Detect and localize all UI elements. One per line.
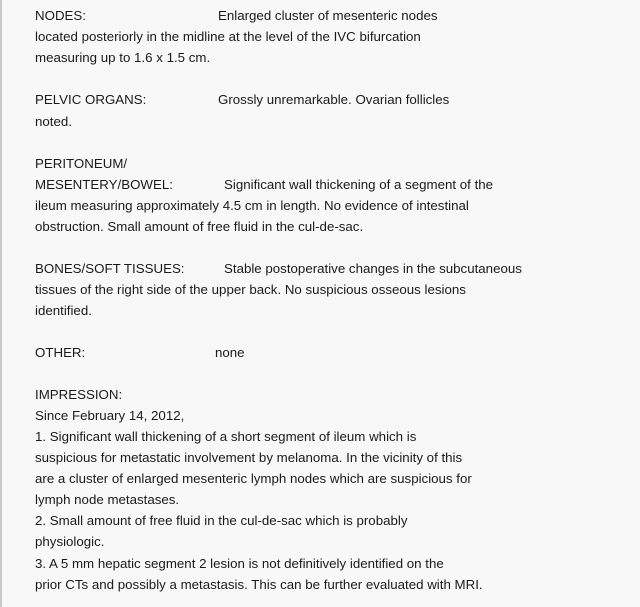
impression-line: lymph node metastases.	[35, 492, 180, 507]
impression-line: suspicious for metastatic involvement by melanoma. In the vicinity of this	[35, 450, 463, 465]
text-line: ileum measuring approximately 4.5 cm in length. No evidence of intestinal	[35, 198, 469, 213]
other-label: OTHER:	[35, 345, 86, 360]
impression-line: 2. Small amount of free fluid in the cul-de-sac which is probably	[35, 513, 408, 528]
peritoneum-label: PERITONEUM/	[35, 156, 128, 171]
impression-line: Since February 14, 2012,	[35, 408, 185, 423]
other-line	[35, 343, 245, 363]
page-border	[0, 0, 2, 607]
nodes-line	[35, 6, 438, 26]
mesentery-label: MESENTERY/BOWEL:	[35, 177, 173, 192]
nodes-label: NODES:	[35, 8, 86, 23]
bones-label: BONES/SOFT TISSUES:	[35, 261, 185, 276]
nodes-text: Enlarged cluster of mesenteric nodes	[218, 8, 438, 23]
impression-line: are a cluster of enlarged mesenteric lymph nodes which are suspicious for	[35, 471, 472, 486]
pelvic-text: Grossly unremarkable. Ovarian follicles	[218, 92, 450, 107]
pelvic-line	[35, 90, 450, 110]
impression-line: physiologic.	[35, 534, 105, 549]
impression-line: 1. Significant wall thickening of a short segment of ileum which is	[35, 429, 417, 444]
bones-line	[35, 259, 522, 279]
mesentery-line	[35, 175, 494, 195]
impression-line: prior CTs and possibly a metastasis. This can be further evaluated with MRI.	[35, 577, 483, 592]
text-line: noted.	[35, 114, 72, 129]
other-text: none	[215, 345, 245, 360]
impression-line: 3. A 5 mm hepatic segment 2 lesion is not definitively identified on the	[35, 556, 444, 571]
pelvic-label: PELVIC ORGANS:	[35, 92, 147, 107]
text-line: measuring up to 1.6 x 1.5 cm.	[35, 50, 211, 65]
impression-heading: IMPRESSION:	[35, 387, 123, 402]
bones-text: Stable postoperative changes in the subcutaneous	[224, 261, 522, 276]
text-line: tissues of the right side of the upper back. No suspicious osseous lesions	[35, 282, 466, 297]
text-line: located posteriorly in the midline at the level of the IVC bifurcation	[35, 29, 421, 44]
mesentery-text: Significant wall thickening of a segment of the	[224, 177, 494, 192]
text-line: identified.	[35, 303, 92, 318]
text-line: obstruction. Small amount of free fluid in the cul-de-sac.	[35, 219, 364, 234]
